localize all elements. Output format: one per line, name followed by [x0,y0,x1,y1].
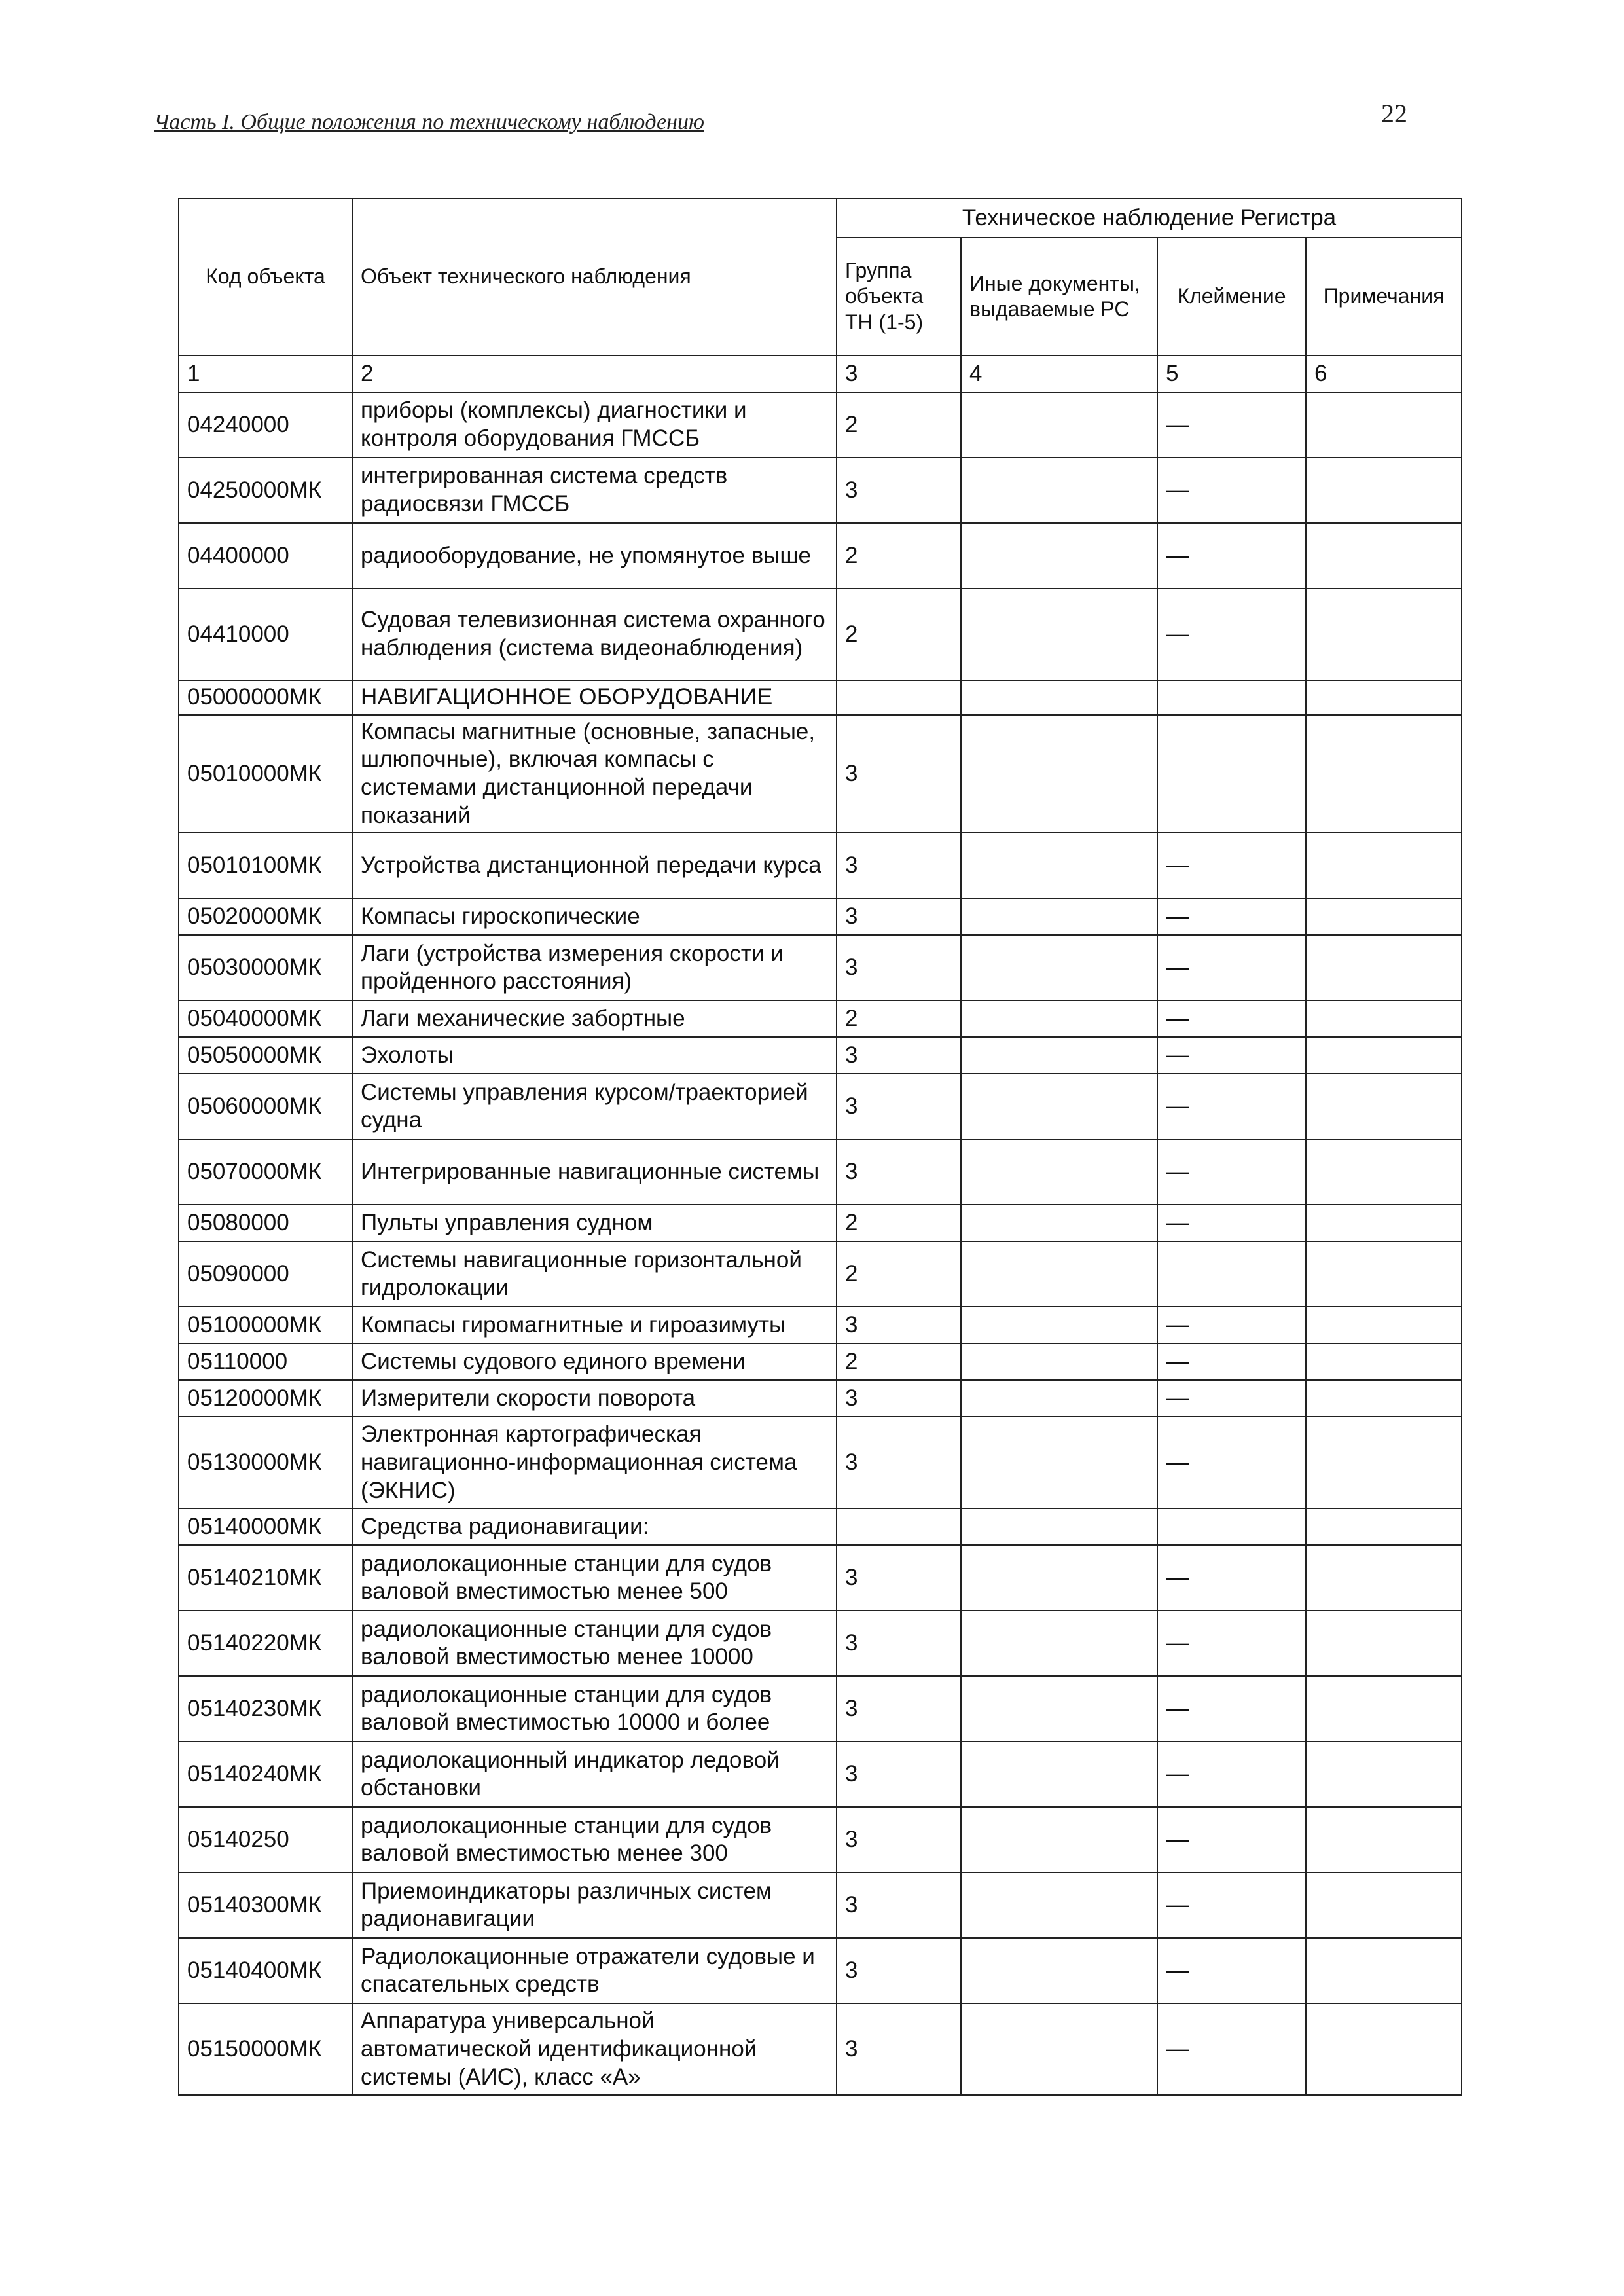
table-cell-code: 05140400МК [179,1938,352,2003]
table-row [179,1741,1462,1807]
table-cell-group: 2 [837,1205,961,1241]
table-cell-code: 05040000МК [179,1000,352,1037]
table-cell-docs [961,2003,1157,2095]
table-cell-docs [961,935,1157,1000]
table-cell-group: 3 [837,1938,961,2003]
column-number: 2 [352,355,837,392]
table-row [179,715,1462,833]
table-cell-code: 05150000МК [179,2003,352,2095]
table-cell-notes [1306,935,1462,1000]
table-cell-docs [961,1676,1157,1741]
table-cell-marking: — [1157,833,1306,898]
table-cell-group: 3 [837,458,961,523]
table-cell-marking [1157,680,1306,715]
table-row [179,935,1462,1000]
table-row [179,589,1462,680]
table-row [179,1676,1462,1741]
table-cell-docs [961,898,1157,935]
table-body [179,392,1462,2095]
table-cell-group: 3 [837,1380,961,1417]
table-cell-marking: — [1157,1037,1306,1074]
table-cell-object: приборы (комплексы) диагностики и контроля оборудования ГМССБ [352,392,837,458]
table-row [179,1074,1462,1139]
table-cell-docs [961,1545,1157,1611]
table-row [179,1508,1462,1545]
table-cell-code: 04240000 [179,392,352,458]
column-number: 3 [837,355,961,392]
table-cell-marking [1157,715,1306,833]
table-cell-object: Интегрированные навигационные системы [352,1139,837,1205]
table-cell-marking: — [1157,1417,1306,1508]
table-cell-group: 3 [837,1139,961,1205]
table-cell-marking: — [1157,523,1306,589]
table-cell-notes [1306,1741,1462,1807]
table-cell-docs [961,715,1157,833]
header-notes: Примечания [1306,238,1462,355]
table-cell-docs [961,1205,1157,1241]
table-cell-code: 05000000МК [179,680,352,715]
table-cell-group: 3 [837,1037,961,1074]
table-cell-marking: — [1157,898,1306,935]
table-cell-code: 05060000МК [179,1074,352,1139]
table-cell-marking: — [1157,1343,1306,1380]
table-cell-docs [961,1807,1157,1872]
table-cell-notes [1306,1241,1462,1307]
table-cell-object: Радиолокационные отражатели судовые и спасательных средств [352,1938,837,2003]
header-marking: Клеймение [1157,238,1306,355]
table-row [179,2003,1462,2095]
table-cell-notes [1306,1545,1462,1611]
table-cell-marking: — [1157,1676,1306,1741]
table-cell-object: Лаги (устройства измерения скорости и пройденного расстояния) [352,935,837,1000]
table-cell-group: 3 [837,1307,961,1343]
table-cell-docs [961,1139,1157,1205]
table-cell-notes [1306,458,1462,523]
table-cell-group: 3 [837,1872,961,1938]
table-cell-notes [1306,1343,1462,1380]
table-row [179,1611,1462,1676]
table-row [179,1241,1462,1307]
table-cell-marking: — [1157,589,1306,680]
table-cell-object: Электронная картографическая навигационно-информационная система (ЭКНИС) [352,1417,837,1508]
table-cell-code: 05140250 [179,1807,352,1872]
table-cell-docs [961,1380,1157,1417]
table-cell-notes [1306,1307,1462,1343]
table-cell-docs [961,1508,1157,1545]
table-cell-group: 3 [837,833,961,898]
header-group: Группа объекта ТН (1-5) [837,238,961,355]
table-cell-object: НАВИГАЦИОННОЕ ОБОРУДОВАНИЕ [352,680,837,715]
table-cell-object: интегрированная система средств радиосвязи ГМССБ [352,458,837,523]
table-cell-object: Системы навигационные горизонтальной гидролокации [352,1241,837,1307]
header-register: Техническое наблюдение Регистра [837,198,1462,238]
table-cell-object: радиолокационные станции для судов валовой вместимостью менее 500 [352,1545,837,1611]
table-cell-docs [961,1074,1157,1139]
table-row [179,1139,1462,1205]
table-cell-code: 04250000МК [179,458,352,523]
table-cell-group: 3 [837,1074,961,1139]
table-cell-notes [1306,680,1462,715]
table-row [179,898,1462,935]
table-cell-code: 05100000МК [179,1307,352,1343]
table-cell-group: 3 [837,1545,961,1611]
table-cell-marking [1157,1241,1306,1307]
table-cell-notes [1306,1380,1462,1417]
table-cell-group: 3 [837,2003,961,2095]
table-row [179,1380,1462,1417]
table-cell-notes [1306,1508,1462,1545]
table-row [179,1205,1462,1241]
table-cell-object: Эхолоты [352,1037,837,1074]
table-cell-marking: — [1157,1545,1306,1611]
table-cell-group: 2 [837,1343,961,1380]
table-cell-code: 05080000 [179,1205,352,1241]
table-cell-object: Средства радионавигации: [352,1508,837,1545]
column-number: 1 [179,355,352,392]
table-cell-marking: — [1157,1872,1306,1938]
table-cell-marking: — [1157,392,1306,458]
table-cell-code: 05140220МК [179,1611,352,1676]
table-cell-object: Компасы гироскопические [352,898,837,935]
table-cell-code: 05010000МК [179,715,352,833]
column-number: 6 [1306,355,1462,392]
table-cell-code: 05070000МК [179,1139,352,1205]
table-cell-group: 3 [837,898,961,935]
table-cell-marking: — [1157,2003,1306,2095]
table-cell-object: радиооборудование, не упомянутое выше [352,523,837,589]
table-row [179,1872,1462,1938]
table-cell-marking: — [1157,1611,1306,1676]
table-cell-notes [1306,1807,1462,1872]
table-cell-object: Системы судового единого времени [352,1343,837,1380]
table-cell-marking: — [1157,458,1306,523]
header-object: Объект технического наблюдения [352,198,837,355]
table-row [179,1938,1462,2003]
table-cell-object: Судовая телевизионная система охранного наблюдения (система видеонаблюдения) [352,589,837,680]
table-row [179,1037,1462,1074]
table-cell-docs [961,1741,1157,1807]
table-cell-object: Системы управления курсом/траекторией судна [352,1074,837,1139]
table-cell-marking [1157,1508,1306,1545]
table-cell-marking: — [1157,1807,1306,1872]
table-cell-code: 05130000МК [179,1417,352,1508]
table-cell-code: 05140000МК [179,1508,352,1545]
table-cell-group [837,1508,961,1545]
table-cell-code: 05140300МК [179,1872,352,1938]
table-cell-notes [1306,1417,1462,1508]
table-cell-code: 05140210МК [179,1545,352,1611]
table-cell-notes [1306,1139,1462,1205]
table-cell-docs [961,458,1157,523]
page-number: 22 [1381,99,1407,128]
table-cell-marking: — [1157,1074,1306,1139]
table-cell-code: 05090000 [179,1241,352,1307]
table-cell-marking: — [1157,935,1306,1000]
table-cell-code: 05140240МК [179,1741,352,1807]
table-cell-group: 3 [837,1611,961,1676]
table-cell-notes [1306,1205,1462,1241]
table-cell-object: Лаги механические забортные [352,1000,837,1037]
running-head: Часть I. Общие положения по техническому наблюдению [154,110,704,134]
table-cell-object: Компасы гиромагнитные и гироазимуты [352,1307,837,1343]
table-cell-group: 2 [837,1241,961,1307]
table-cell-object: радиолокационные станции для судов валовой вместимостью 10000 и более [352,1676,837,1741]
table-cell-docs [961,1037,1157,1074]
table-cell-object: радиолокационные станции для судов валовой вместимостью менее 300 [352,1807,837,1872]
observation-table [178,198,1462,2096]
table-cell-docs [961,1417,1157,1508]
table-cell-docs [961,523,1157,589]
table-cell-notes [1306,1000,1462,1037]
table-cell-docs [961,1938,1157,2003]
table-cell-object: Устройства дистанционной передачи курса [352,833,837,898]
table-cell-code: 04410000 [179,589,352,680]
table-cell-code: 04400000 [179,523,352,589]
table-row [179,1343,1462,1380]
table-row [179,1417,1462,1508]
table-row [179,1000,1462,1037]
table-row [179,458,1462,523]
table-cell-object: Пульты управления судном [352,1205,837,1241]
table-cell-notes [1306,1872,1462,1938]
table-cell-notes [1306,1037,1462,1074]
table-cell-docs [961,1343,1157,1380]
table-cell-marking: — [1157,1741,1306,1807]
table-cell-group: 3 [837,1807,961,1872]
table-cell-code: 05020000МК [179,898,352,935]
table-cell-docs [961,589,1157,680]
table-cell-object: Компасы магнитные (основные, запасные, шлюпочные), включая компасы с системами дистанционной передачи показаний [352,715,837,833]
table-cell-marking: — [1157,1307,1306,1343]
table-cell-marking: — [1157,1139,1306,1205]
table-cell-notes [1306,1611,1462,1676]
table-cell-notes [1306,1676,1462,1741]
table-cell-group: 3 [837,715,961,833]
table-cell-group: 3 [837,1676,961,1741]
table-row [179,523,1462,589]
table-cell-docs [961,1307,1157,1343]
table-cell-code: 05030000МК [179,935,352,1000]
table-cell-docs [961,680,1157,715]
table-cell-marking: — [1157,1380,1306,1417]
table-cell-notes [1306,898,1462,935]
table-cell-group [837,680,961,715]
table-cell-marking: — [1157,1205,1306,1241]
table-cell-notes [1306,715,1462,833]
table-cell-code: 05010100МК [179,833,352,898]
table-cell-object: Аппаратура универсальной автоматической идентификационной системы (АИС), класс «А» [352,2003,837,2095]
table-cell-group: 3 [837,935,961,1000]
table-row [179,680,1462,715]
table-cell-marking: — [1157,1000,1306,1037]
table-cell-group: 3 [837,1417,961,1508]
table-cell-notes [1306,589,1462,680]
table-row [179,1807,1462,1872]
table-cell-group: 2 [837,589,961,680]
table-row [179,392,1462,458]
table-row [179,1545,1462,1611]
table-cell-object: радиолокационный индикатор ледовой обстановки [352,1741,837,1807]
table-cell-docs [961,1241,1157,1307]
header-docs: Иные документы, выдаваемые РС [961,238,1157,355]
column-number: 5 [1157,355,1306,392]
table-cell-docs [961,1872,1157,1938]
table-cell-code: 05140230МК [179,1676,352,1741]
table-cell-notes [1306,523,1462,589]
table-cell-docs [961,833,1157,898]
table-cell-code: 05110000 [179,1343,352,1380]
table-cell-notes [1306,833,1462,898]
header-code: Код объекта [179,198,352,355]
column-number: 4 [961,355,1157,392]
table-cell-object: Измерители скорости поворота [352,1380,837,1417]
table-cell-object: радиолокационные станции для судов валовой вместимостью менее 10000 [352,1611,837,1676]
table-cell-docs [961,392,1157,458]
table-row [179,833,1462,898]
table-cell-notes [1306,392,1462,458]
table-cell-docs [961,1611,1157,1676]
table-row [179,1307,1462,1343]
table-cell-group: 2 [837,1000,961,1037]
column-number-row [179,355,1462,392]
table-cell-group: 3 [837,1741,961,1807]
table-cell-notes [1306,2003,1462,2095]
table-cell-notes [1306,1074,1462,1139]
table-cell-object: Приемоиндикаторы различных систем радионавигации [352,1872,837,1938]
table-cell-marking: — [1157,1938,1306,2003]
table-cell-code: 05050000МК [179,1037,352,1074]
table-cell-group: 2 [837,523,961,589]
table-cell-docs [961,1000,1157,1037]
table-cell-code: 05120000МК [179,1380,352,1417]
table-cell-notes [1306,1938,1462,2003]
table-cell-group: 2 [837,392,961,458]
